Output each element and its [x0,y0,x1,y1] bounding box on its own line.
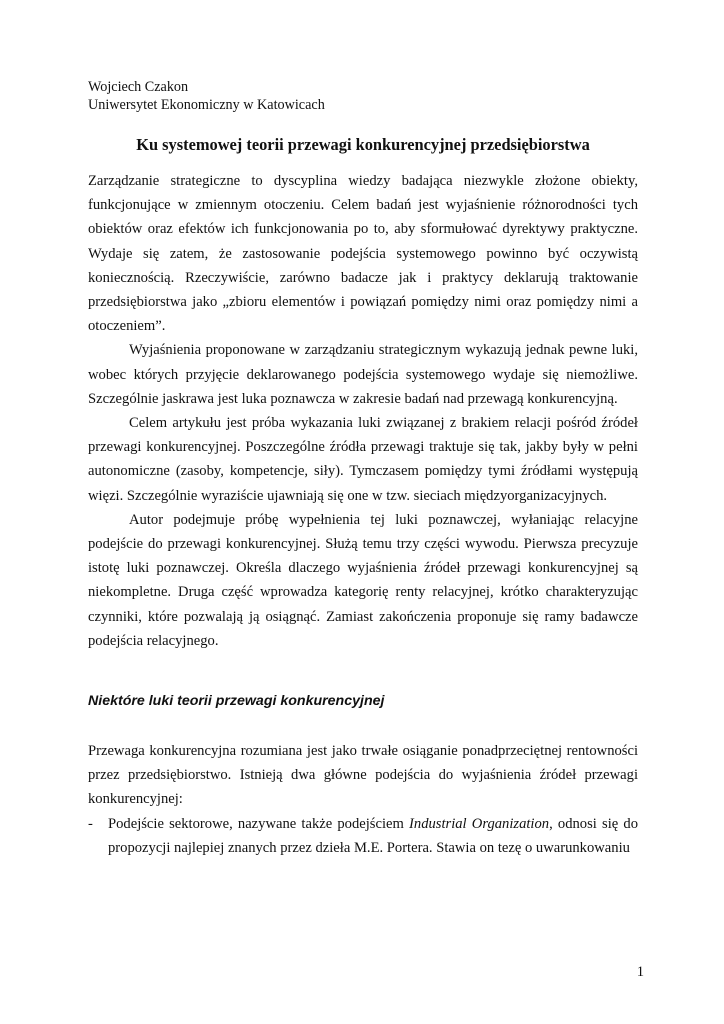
list-item [88,812,638,860]
intro-paragraph: Zarządzanie strategiczne to dyscyplina wiedzy badająca niezwykle złożone obiekty, funkcjonujące w zmiennym otoczeniu. Celem badań jest wyjaśnienie różnorodności tych obiektów oraz efektów ich funkcjonowania po to, aby sformułować dyrektywy praktyczne. Wydaje się zatem, że zastosowanie podejścia systemowego powinno być oczywistą koniecznością. Rzeczywiście, zarówno badacze jak i praktycy deklarują traktowanie przedsiębiorstwa jako „zbioru elementów i powiązań pomiędzy nimi oraz pomiędzy nimi a otoczeniem”. [88,173,638,335]
list-item-text: Podejście sektorowe, nazywane także podejściem [108,815,410,832]
body-paragraph: Autor podejmuje próbę wypełnienia tej luki poznawczej, wyłaniając relacyjne podejście do przewagi konkurencyjnej. Służą temu trzy części wywodu. Pierwsza precyzuje istotę luki poznawczej. Określa dlaczego wyjaśnienia źródeł przewagi konkurencyjnej są niekompletne. Druga część wprowadza kategorię renty relacyjnej, krótko charakteryzując czynniki, które pozwalają ją osiągnąć. Zamiast zakończenia proponuje się ramy badawcze podejścia relacyjnego. [88,511,638,649]
body-paragraph: Wyjaśnienia proponowane w zarządzaniu strategicznym wykazują jednak pewne luki, wobec których przyjęcie deklarowanego podejścia systemowego wydaje się niemożliwe. Szczególnie jaskrawa jest luka poznawcza w zakresie badań nad przewagą konkurencyjną. [88,342,638,407]
list-bullet: - [88,815,93,832]
approaches-list [88,812,638,860]
author-name: Wojciech Czakon [88,79,189,95]
body-paragraph: Celem artykułu jest próba wykazania luki związanej z brakiem relacji pośród źródeł przewagi konkurencyjnej. Poszczególne źródła przewagi traktuje się tak, jakby były w pełni autonomiczne (zasoby, kompetencje, siły). Tymczasem pomiędzy tymi źródłami występują więzi. Szczególnie wyraziście ujawniają się one w tzw. sieciach międzyorganizacyjnych. [88,415,638,504]
list-item-emphasis: Industrial Organization [409,815,550,832]
author-block [88,78,638,114]
page-number: 1 [636,964,644,980]
section-paragraph: Przewaga konkurencyjna rozumiana jest jako trwałe osiąganie ponadprzeciętnej rentowności przez przedsiębiorstwo. Istnieją dwa główne podejścia do wyjaśnienia źródeł przewagi konkurencyjnej: [88,743,638,808]
list-item-text-continued: , odnosi się do propozycji najlepiej znanych przez dzieła M.E. Portera. Stawia on tezę o uwarunkowaniu [108,815,638,856]
section-heading: Niektóre luki teorii przewagi konkurencyjnej [88,693,385,710]
document-page [88,78,638,860]
paper-title: Ku systemowej teorii przewagi konkurencyjnej przedsiębiorstwa [136,135,590,154]
author-affiliation: Uniwersytet Ekonomiczny w Katowicach [88,97,325,113]
